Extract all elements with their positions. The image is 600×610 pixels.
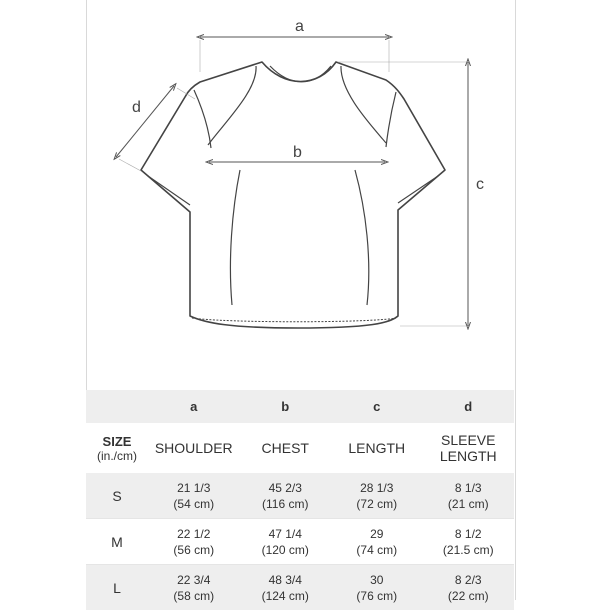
value-cell <box>240 473 332 519</box>
value-cell <box>331 565 423 610</box>
unit-label: (in./cm) <box>86 449 148 463</box>
value-cm: (54 cm) <box>173 497 214 511</box>
letter-header-a: a <box>148 390 240 423</box>
measure-length: LENGTH <box>331 423 423 473</box>
value-inch: 8 2/3 <box>455 573 482 587</box>
value-inch: 21 1/3 <box>177 481 210 495</box>
dimension-b <box>209 144 385 162</box>
table-measure-row <box>86 423 514 473</box>
value-cell <box>331 473 423 519</box>
value-cell <box>423 473 515 519</box>
value-cell <box>240 565 332 610</box>
value-cm: (120 cm) <box>262 543 309 557</box>
value-inch: 22 1/2 <box>177 527 210 541</box>
value-inch: 47 1/4 <box>269 527 302 541</box>
size-cell: M <box>86 519 148 565</box>
value-inch: 8 1/2 <box>455 527 482 541</box>
size-cell: L <box>86 565 148 610</box>
value-cell <box>148 565 240 610</box>
value-inch: 8 1/3 <box>455 481 482 495</box>
value-inch: 22 3/4 <box>177 573 210 587</box>
value-cell <box>148 519 240 565</box>
value-cell <box>148 473 240 519</box>
value-cm: (124 cm) <box>262 589 309 603</box>
value-inch: 48 3/4 <box>269 573 302 587</box>
measure-sleeve-length <box>423 423 515 473</box>
value-inch: 28 1/3 <box>360 481 393 495</box>
value-cm: (21.5 cm) <box>443 543 494 557</box>
value-inch: 45 2/3 <box>269 481 302 495</box>
value-cm: (22 cm) <box>448 589 489 603</box>
size-chart-table <box>86 390 514 610</box>
value-inch: 30 <box>370 573 383 587</box>
table-row <box>86 473 514 519</box>
size-unit-header <box>86 423 148 473</box>
letter-header-empty <box>86 390 148 423</box>
value-cm: (56 cm) <box>173 543 214 557</box>
table-row <box>86 565 514 610</box>
letter-header-b: b <box>240 390 332 423</box>
label-c: c <box>476 176 484 193</box>
value-cell <box>423 519 515 565</box>
value-cell <box>240 519 332 565</box>
letter-header-c: c <box>331 390 423 423</box>
value-cell <box>331 519 423 565</box>
label-a: a <box>295 18 304 35</box>
tshirt-outline <box>141 62 445 328</box>
value-cm: (74 cm) <box>356 543 397 557</box>
value-cm: (58 cm) <box>173 589 214 603</box>
size-cell: S <box>86 473 148 519</box>
value-cm: (21 cm) <box>448 497 489 511</box>
letter-header-d: d <box>423 390 515 423</box>
table-letter-row <box>86 390 514 423</box>
measure-sleeve-length-label: SLEEVE LENGTH <box>440 432 497 464</box>
label-d: d <box>132 99 141 116</box>
measure-chest: CHEST <box>240 423 332 473</box>
dimension-a <box>200 18 389 72</box>
value-cm: (116 cm) <box>262 497 308 511</box>
value-cm: (76 cm) <box>356 589 397 603</box>
value-inch: 29 <box>370 527 383 541</box>
tshirt-body-outline <box>141 62 445 328</box>
value-cell <box>423 565 515 610</box>
value-cm: (72 cm) <box>356 497 397 511</box>
table-row <box>86 519 514 565</box>
label-b: b <box>293 144 302 161</box>
measure-shoulder: SHOULDER <box>148 423 240 473</box>
size-label: SIZE <box>103 434 132 449</box>
